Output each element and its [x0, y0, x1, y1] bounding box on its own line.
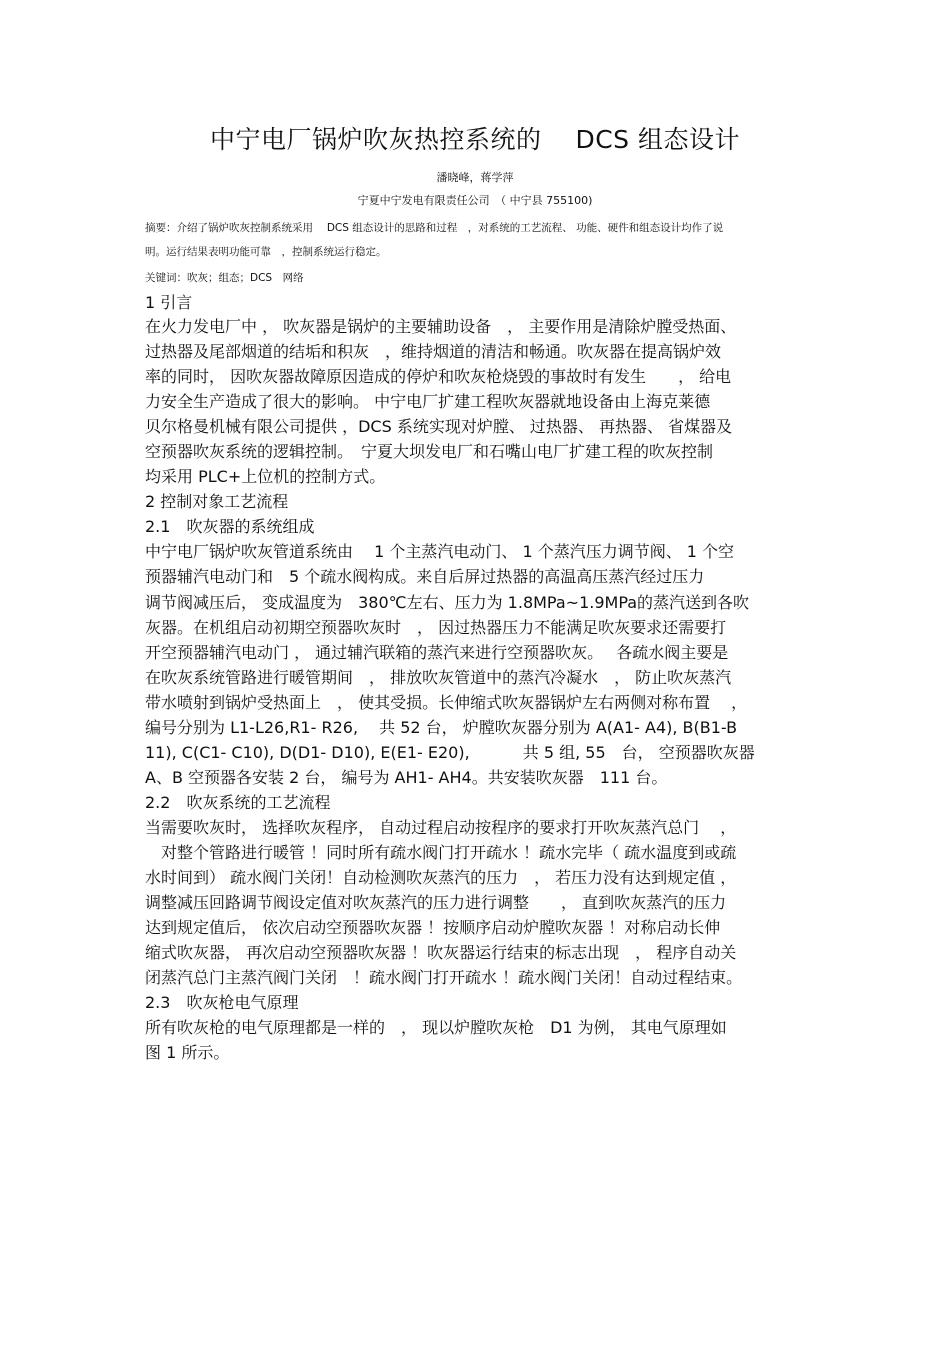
body-text-line: 水时间到） 疏水阀门关闭！自动检测吹灰蒸汽的压力 ， 若压力没有达到规定值 ， — [145, 868, 737, 887]
section-heading-2-1: 2.1 吹灰器的系统组成 — [145, 517, 315, 536]
body-text-line: 调整减压回路调节阀设定值对吹灰蒸汽的压力进行调整 ， 直到吹灰蒸汽的压力 — [145, 893, 727, 912]
body-text-line: 带水喷射到锅炉受热面上 ， 使其受损。长伸缩式吹灰器锅炉左右两侧对称布置 ， — [145, 693, 748, 712]
body-text-line: 调节阀减压后， 变成温度为 380℃左右、压力为 1.8MPa~1.9MPa的蒸汽送到各吹 — [145, 593, 750, 612]
body-text-line: 预器辅汽电动门和 5 个疏水阀构成。来自后屏过热器的高温高压蒸汽经过压力 — [145, 567, 705, 586]
body-text-line: 缩式吹灰器， 再次启动空预器吹灰器 ！吹灰器运行结束的标志出现 ， 程序自动关 — [145, 943, 737, 962]
body-text-line: 编号分别为 L1-L26,R1- R26, 共 52 台， 炉膛吹灰器分别为 A(A1- A4), B(B1-B — [145, 718, 738, 737]
body-text-line: 11), C(C1- C10), D(D1- D10), E(E1- E20), 共 5 组, 55 台， 空预器吹灰器 — [145, 743, 755, 762]
body-text-line: 在吹灰系统管路进行暖管期间 ， 排放吹灰管道中的蒸汽冷凝水 ， 防止吹灰蒸汽 — [145, 668, 732, 687]
section-heading-2-3: 2.3 吹灰枪电气原理 — [145, 993, 299, 1012]
body-text-line: 贝尔格曼机械有限公司提供 ，DCS 系统实现对炉膛、 过热器、 再热器、 省煤器及 — [145, 417, 733, 436]
abstract-line: 摘要：介绍了锅炉吹灰控制系统采用 DCS 组态设计的思路和过程 ，对系统的工艺流程、 功能、硬件和组态设计均作了说 — [145, 222, 724, 234]
paper-title: 中宁电厂锅炉吹灰热控系统的 DCS 组态设计 — [210, 125, 740, 154]
author-line: 潘晓峰，蒋学萍 — [436, 171, 514, 184]
body-text-line: 率的同时， 因吹灰器故障原因造成的停炉和吹灰枪烧毁的事故时有发生 ， 给电 — [145, 367, 732, 386]
body-text-line: 对整个管路进行暖管 ！同时所有疏水阀门打开疏水 ！疏水完毕（ 疏水温度到或疏 — [145, 843, 737, 862]
body-text-line: 图 1 所示。 — [145, 1043, 230, 1062]
section-heading-2-2: 2.2 吹灰系统的工艺流程 — [145, 793, 331, 812]
body-text-line: 闭蒸汽总门主蒸汽阀门关闭 ！疏水阀门打开疏水 ！疏水阀门关闭！自动过程结束。 — [145, 968, 743, 987]
body-text-line: 灰器。在机组启动初期空预器吹灰时 ， 因过热器压力不能满足吹灰要求还需要打 — [145, 618, 727, 637]
body-text-line: A、B 空预器各安装 2 台， 编号为 AH1- AH4。共安装吹灰器 111 台。 — [145, 768, 668, 787]
abstract-line: 明。运行结果表明功能可靠 ，控制系统运行稳定。 — [145, 246, 387, 258]
keywords-line: 关键词：吹灰；组态；DCS 网络 — [145, 272, 304, 284]
body-text-line: 力安全生产造成了很大的影响。 中宁电厂扩建工程吹灰器就地设备由上海克莱德 — [145, 392, 711, 411]
affiliation-line: 宁夏中宁发电有限责任公司 （ 中宁县 755100) — [357, 194, 593, 207]
body-text-line: 当需要吹灰时， 选择吹灰程序， 自动过程启动按程序的要求打开吹灰蒸汽总门 ， — [145, 818, 737, 837]
body-text-line: 在火力发电厂中 ， 吹灰器是锅炉的主要辅助设备 ， 主要作用是清除炉膛受热面、 — [145, 317, 737, 336]
body-text-line: 所有吹灰枪的电气原理都是一样的 ， 现以炉膛吹灰枪 D1 为例， 其电气原理如 — [145, 1018, 727, 1037]
section-heading-1: 1 引言 — [145, 293, 193, 312]
section-heading-2: 2 控制对象工艺流程 — [145, 492, 289, 511]
body-text-line: 开空预器辅汽电动门 ， 通过辅汽联箱的蒸汽来进行空预器吹灰。 各疏水阀主要是 — [145, 643, 729, 662]
body-text-line: 空预器吹灰系统的逻辑控制。 宁夏大坝发电厂和石嘴山电厂扩建工程的吹灰控制 — [145, 442, 714, 461]
body-text-line: 中宁电厂锅炉吹灰管道系统由 1 个主蒸汽电动门、 1 个蒸汽压力调节阀、 1 个空 — [145, 542, 735, 561]
body-text-line: 达到规定值后， 依次启动空预器吹灰器 ！按顺序启动炉膛吹灰器 ！对称启动长伸 — [145, 918, 721, 937]
body-text-line: 均采用 PLC+上位机的控制方式。 — [145, 467, 386, 486]
body-text-line: 过热器及尾部烟道的结垢和积灰 ，维持烟道的清洁和畅通。吹灰器在提高锅炉效 — [145, 342, 722, 361]
